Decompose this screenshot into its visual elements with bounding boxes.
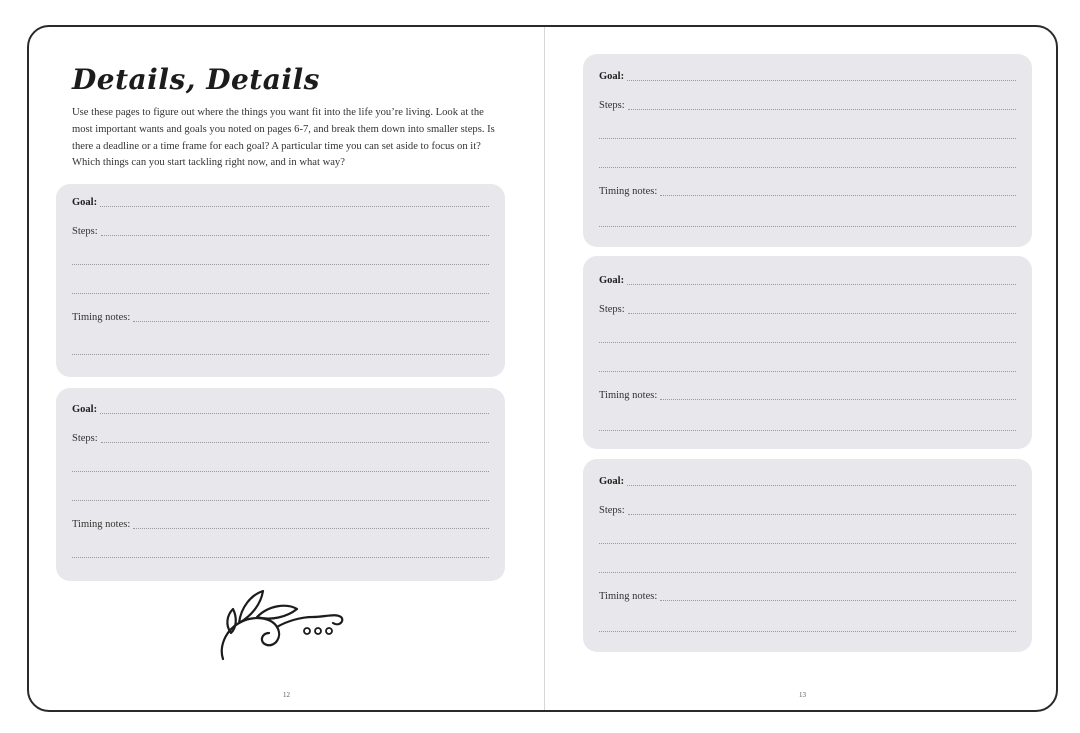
blank-line-row[interactable]	[599, 331, 1016, 345]
timing-row[interactable]	[599, 184, 1016, 198]
timing-label: Timing notes:	[599, 186, 658, 197]
page-number-right: 13	[799, 691, 806, 699]
blank-line-row[interactable]	[599, 620, 1016, 634]
blank-line-row[interactable]	[72, 460, 489, 474]
goal-label: Goal:	[72, 404, 98, 415]
blank-line-row[interactable]	[599, 127, 1016, 141]
steps-label: Steps:	[72, 433, 98, 444]
blank-line[interactable]	[599, 430, 1016, 431]
goal-line[interactable]	[100, 206, 489, 207]
goal-line[interactable]	[627, 80, 1016, 81]
steps-label: Steps:	[599, 100, 625, 111]
blank-line-row[interactable]	[599, 532, 1016, 546]
blank-line-row[interactable]	[599, 419, 1016, 433]
steps-row[interactable]	[599, 98, 1016, 112]
steps-label: Steps:	[72, 226, 98, 237]
blank-line[interactable]	[599, 371, 1016, 372]
timing-line[interactable]	[133, 321, 489, 322]
steps-line[interactable]	[628, 109, 1016, 110]
steps-row[interactable]	[72, 431, 489, 445]
steps-line[interactable]	[101, 235, 489, 236]
goal-label: Goal:	[72, 197, 98, 208]
steps-label: Steps:	[599, 304, 625, 315]
blank-line[interactable]	[599, 631, 1016, 632]
timing-line[interactable]	[133, 528, 489, 529]
goal-line[interactable]	[627, 284, 1016, 285]
goal-label: Goal:	[599, 71, 625, 82]
goal-card-5	[583, 459, 1032, 652]
steps-label: Steps:	[599, 505, 625, 516]
goal-card-2	[56, 388, 505, 581]
steps-row[interactable]	[599, 302, 1016, 316]
timing-label: Timing notes:	[72, 519, 131, 530]
goal-row[interactable]	[599, 474, 1016, 488]
blank-line-row[interactable]	[599, 360, 1016, 374]
steps-row[interactable]	[72, 224, 489, 238]
timing-label: Timing notes:	[599, 390, 658, 401]
timing-line[interactable]	[660, 399, 1016, 400]
goal-card-4	[583, 256, 1032, 449]
blank-line-row[interactable]	[72, 282, 489, 296]
steps-line[interactable]	[101, 442, 489, 443]
blank-line-row[interactable]	[599, 561, 1016, 575]
blank-line-row[interactable]	[72, 253, 489, 267]
goal-card-3	[583, 54, 1032, 247]
blank-line[interactable]	[72, 471, 489, 472]
blank-line-row[interactable]	[72, 489, 489, 503]
notebook-spread	[27, 25, 1058, 712]
page-number-left: 12	[283, 691, 290, 699]
page-gutter	[544, 27, 545, 710]
goal-line[interactable]	[100, 413, 489, 414]
timing-line[interactable]	[660, 600, 1016, 601]
timing-row[interactable]	[599, 589, 1016, 603]
blank-line[interactable]	[599, 226, 1016, 227]
page-title: Details, Details	[72, 63, 320, 96]
blank-line[interactable]	[599, 167, 1016, 168]
blank-line[interactable]	[599, 138, 1016, 139]
timing-row[interactable]	[72, 517, 489, 531]
steps-line[interactable]	[628, 514, 1016, 515]
goal-label: Goal:	[599, 476, 625, 487]
steps-line[interactable]	[628, 313, 1016, 314]
blank-line[interactable]	[599, 342, 1016, 343]
blank-line[interactable]	[599, 572, 1016, 573]
steps-row[interactable]	[599, 503, 1016, 517]
blank-line-row[interactable]	[599, 156, 1016, 170]
blank-line-row[interactable]	[72, 546, 489, 560]
timing-line[interactable]	[660, 195, 1016, 196]
goal-line[interactable]	[627, 485, 1016, 486]
blank-line-row[interactable]	[72, 343, 489, 357]
blank-line[interactable]	[72, 293, 489, 294]
timing-row[interactable]	[72, 310, 489, 324]
blank-line-row[interactable]	[599, 215, 1016, 229]
blank-line[interactable]	[72, 354, 489, 355]
timing-row[interactable]	[599, 388, 1016, 402]
blank-line[interactable]	[72, 557, 489, 558]
floral-flourish-icon	[217, 587, 347, 663]
goal-row[interactable]	[72, 402, 489, 416]
timing-label: Timing notes:	[72, 312, 131, 323]
blank-line[interactable]	[599, 543, 1016, 544]
goal-label: Goal:	[599, 275, 625, 286]
goal-row[interactable]	[599, 69, 1016, 83]
goal-card-1	[56, 184, 505, 377]
timing-label: Timing notes:	[599, 591, 658, 602]
blank-line[interactable]	[72, 264, 489, 265]
goal-row[interactable]	[72, 195, 489, 209]
blank-line[interactable]	[72, 500, 489, 501]
intro-paragraph: Use these pages to figure out where the things you want fit into the life you’re living. Look at the most important wants and goals you noted on pages 6-7, and break them down into smaller steps. Is there a deadline or a time frame for each goal? A particular time you can set aside to focus on it? Which things can you start tackling right now, and in what way?	[72, 107, 495, 169]
goal-row[interactable]	[599, 273, 1016, 287]
